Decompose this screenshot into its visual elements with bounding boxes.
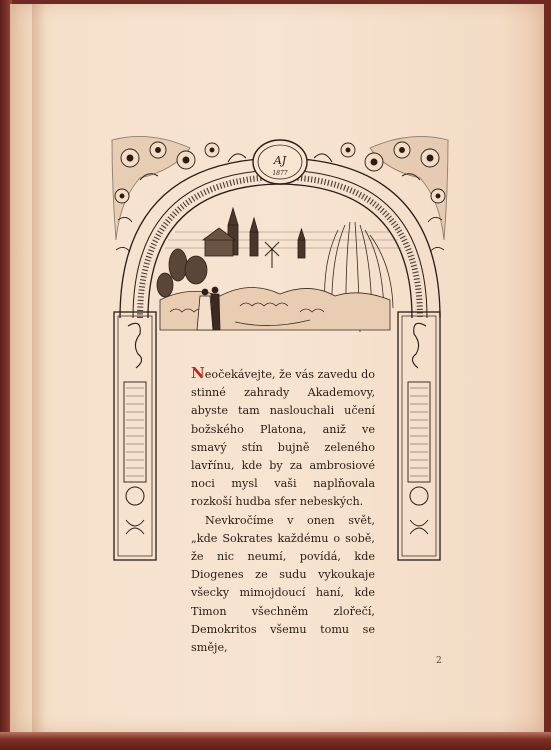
windmill-icon — [265, 242, 279, 268]
left-pillar — [114, 312, 156, 560]
page-number: 2 — [436, 656, 442, 666]
trees-left — [157, 249, 207, 297]
monogram-year: 1877 — [272, 170, 288, 177]
dropcap: N — [191, 364, 205, 382]
garden-shrubs — [160, 287, 390, 330]
church-icon — [203, 208, 305, 258]
right-pillar — [398, 312, 440, 560]
paragraph-1-container — [191, 364, 375, 512]
garden-landscape-illustration — [157, 208, 402, 332]
monogram: AJ — [273, 154, 287, 167]
paragraph-1: eočekávejte, že vás zavedu do stinné zahrady Akademovy, abyste tam naslouchali učení božského Platona, aniž ve smavý stín bujně zeleného lavřínu, kde by za ambrosiové noci mysl vaši naplňovala rozkoší hudba sfer nebeských. — [191, 368, 375, 509]
text-block — [191, 364, 375, 657]
paragraph-2: Nevkročíme v onen svět, „kde Sokrates každému o sobě, že nic neumí, povídá, kde Diogenes ze sudu vykoukaje všecky mimojdoucí haní, kde Timon všechněm zlořečí, Demokritos všemu tomu se směje, — [191, 513, 375, 655]
